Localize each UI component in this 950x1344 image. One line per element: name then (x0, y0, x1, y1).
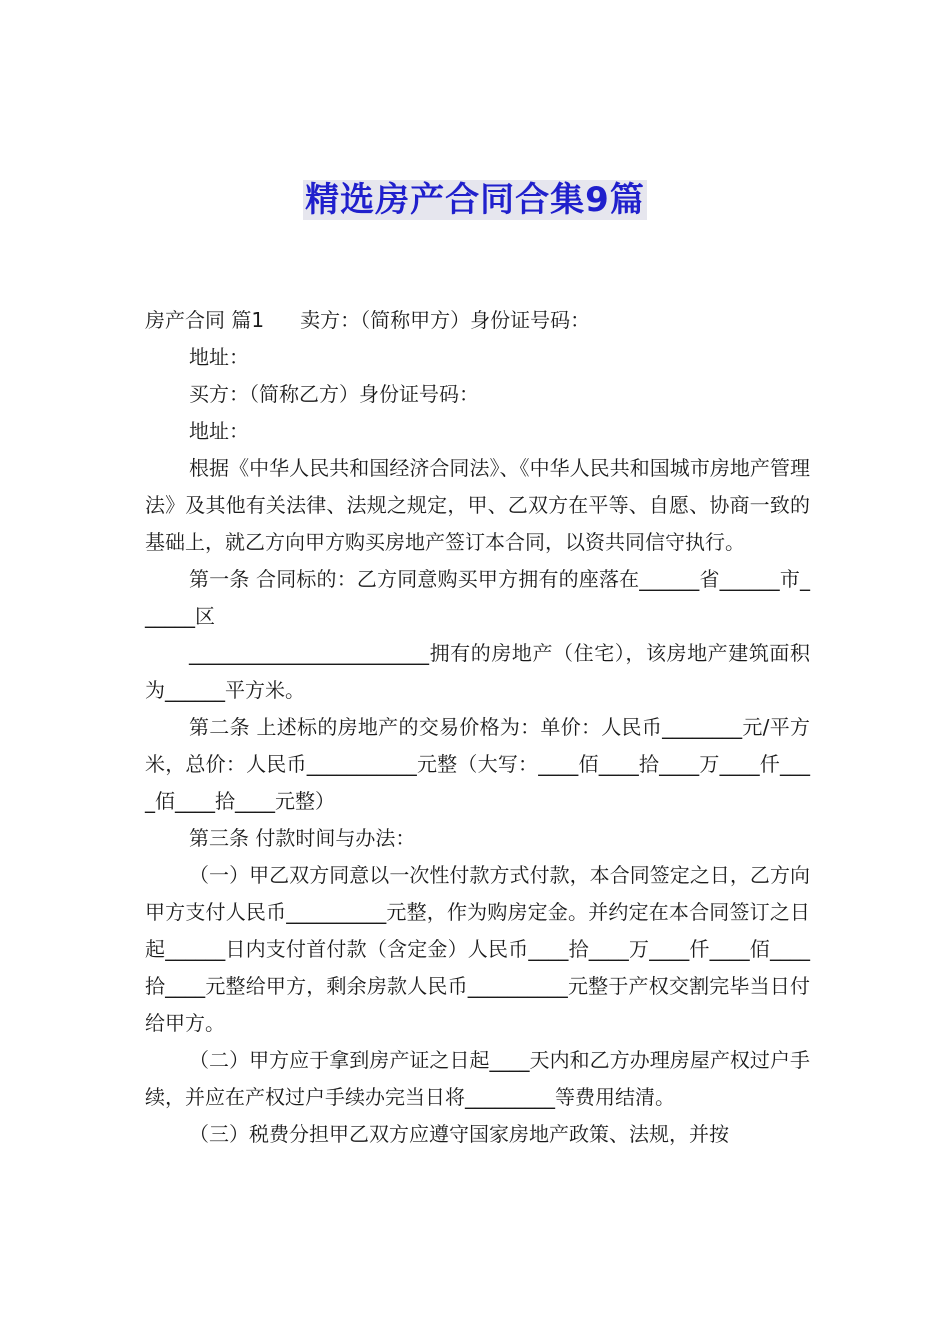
title-text: 精选房产合同合集9篇 (305, 180, 645, 220)
chapter-label: 房产合同 篇1 (145, 308, 265, 332)
paragraph-1 (145, 302, 810, 339)
paragraph-12: （三）税费分担甲乙双方应遵守国家房地产政策、法规，并按 (189, 1122, 729, 1146)
paragraph-11: （二）甲方应于拿到房产证之日起____天内和乙方办理房屋产权过户手续，并应在产权过户手续办完当日将_________等费用结清。 (145, 1048, 810, 1109)
paragraph-10: （一）甲乙双方同意以一次性付款方式付款，本合同签定之日，乙方向甲方支付人民币__________元整，作为购房定金。并约定在本合同签订之日起______日内支付首付款（含定金）人民币____拾____万____仟____佰____拾____元整给甲方，剩余房款人民币__________元整于产权交割完毕当日付给甲方。 (145, 863, 810, 1035)
paragraph-2: 地址： (189, 345, 249, 369)
paragraph-4: 地址： (189, 419, 249, 443)
paragraph-7: ________________________拥有的房地产（住宅），该房地产建筑面积为______平方米。 (145, 641, 810, 702)
paragraph-6: 第一条 合同标的：乙方同意购买甲方拥有的座落在______省______市______区 (145, 567, 810, 628)
seller-line: 卖方：（简称甲方）身份证号码： (300, 308, 591, 332)
paragraph-5: 根据《中华人民共和国经济合同法》、《中华人民共和国城市房地产管理法》及其他有关法律、法规之规定，甲、乙双方在平等、自愿、协商一致的基础上，就乙方向甲方购买房地产签订本合同，以资共同信守执行。 (145, 456, 810, 554)
document-title (0, 176, 950, 224)
paragraph-9: 第三条 付款时间与办法： (189, 826, 416, 850)
paragraph-3: 买方：（简称乙方）身份证号码： (189, 382, 479, 406)
document-body (145, 302, 810, 1153)
paragraph-8: 第二条 上述标的房地产的交易价格为：单价：人民币________元/平方米，总价：人民币___________元整（大写：____佰____拾____万____仟____佰____拾____元整） (145, 715, 810, 813)
